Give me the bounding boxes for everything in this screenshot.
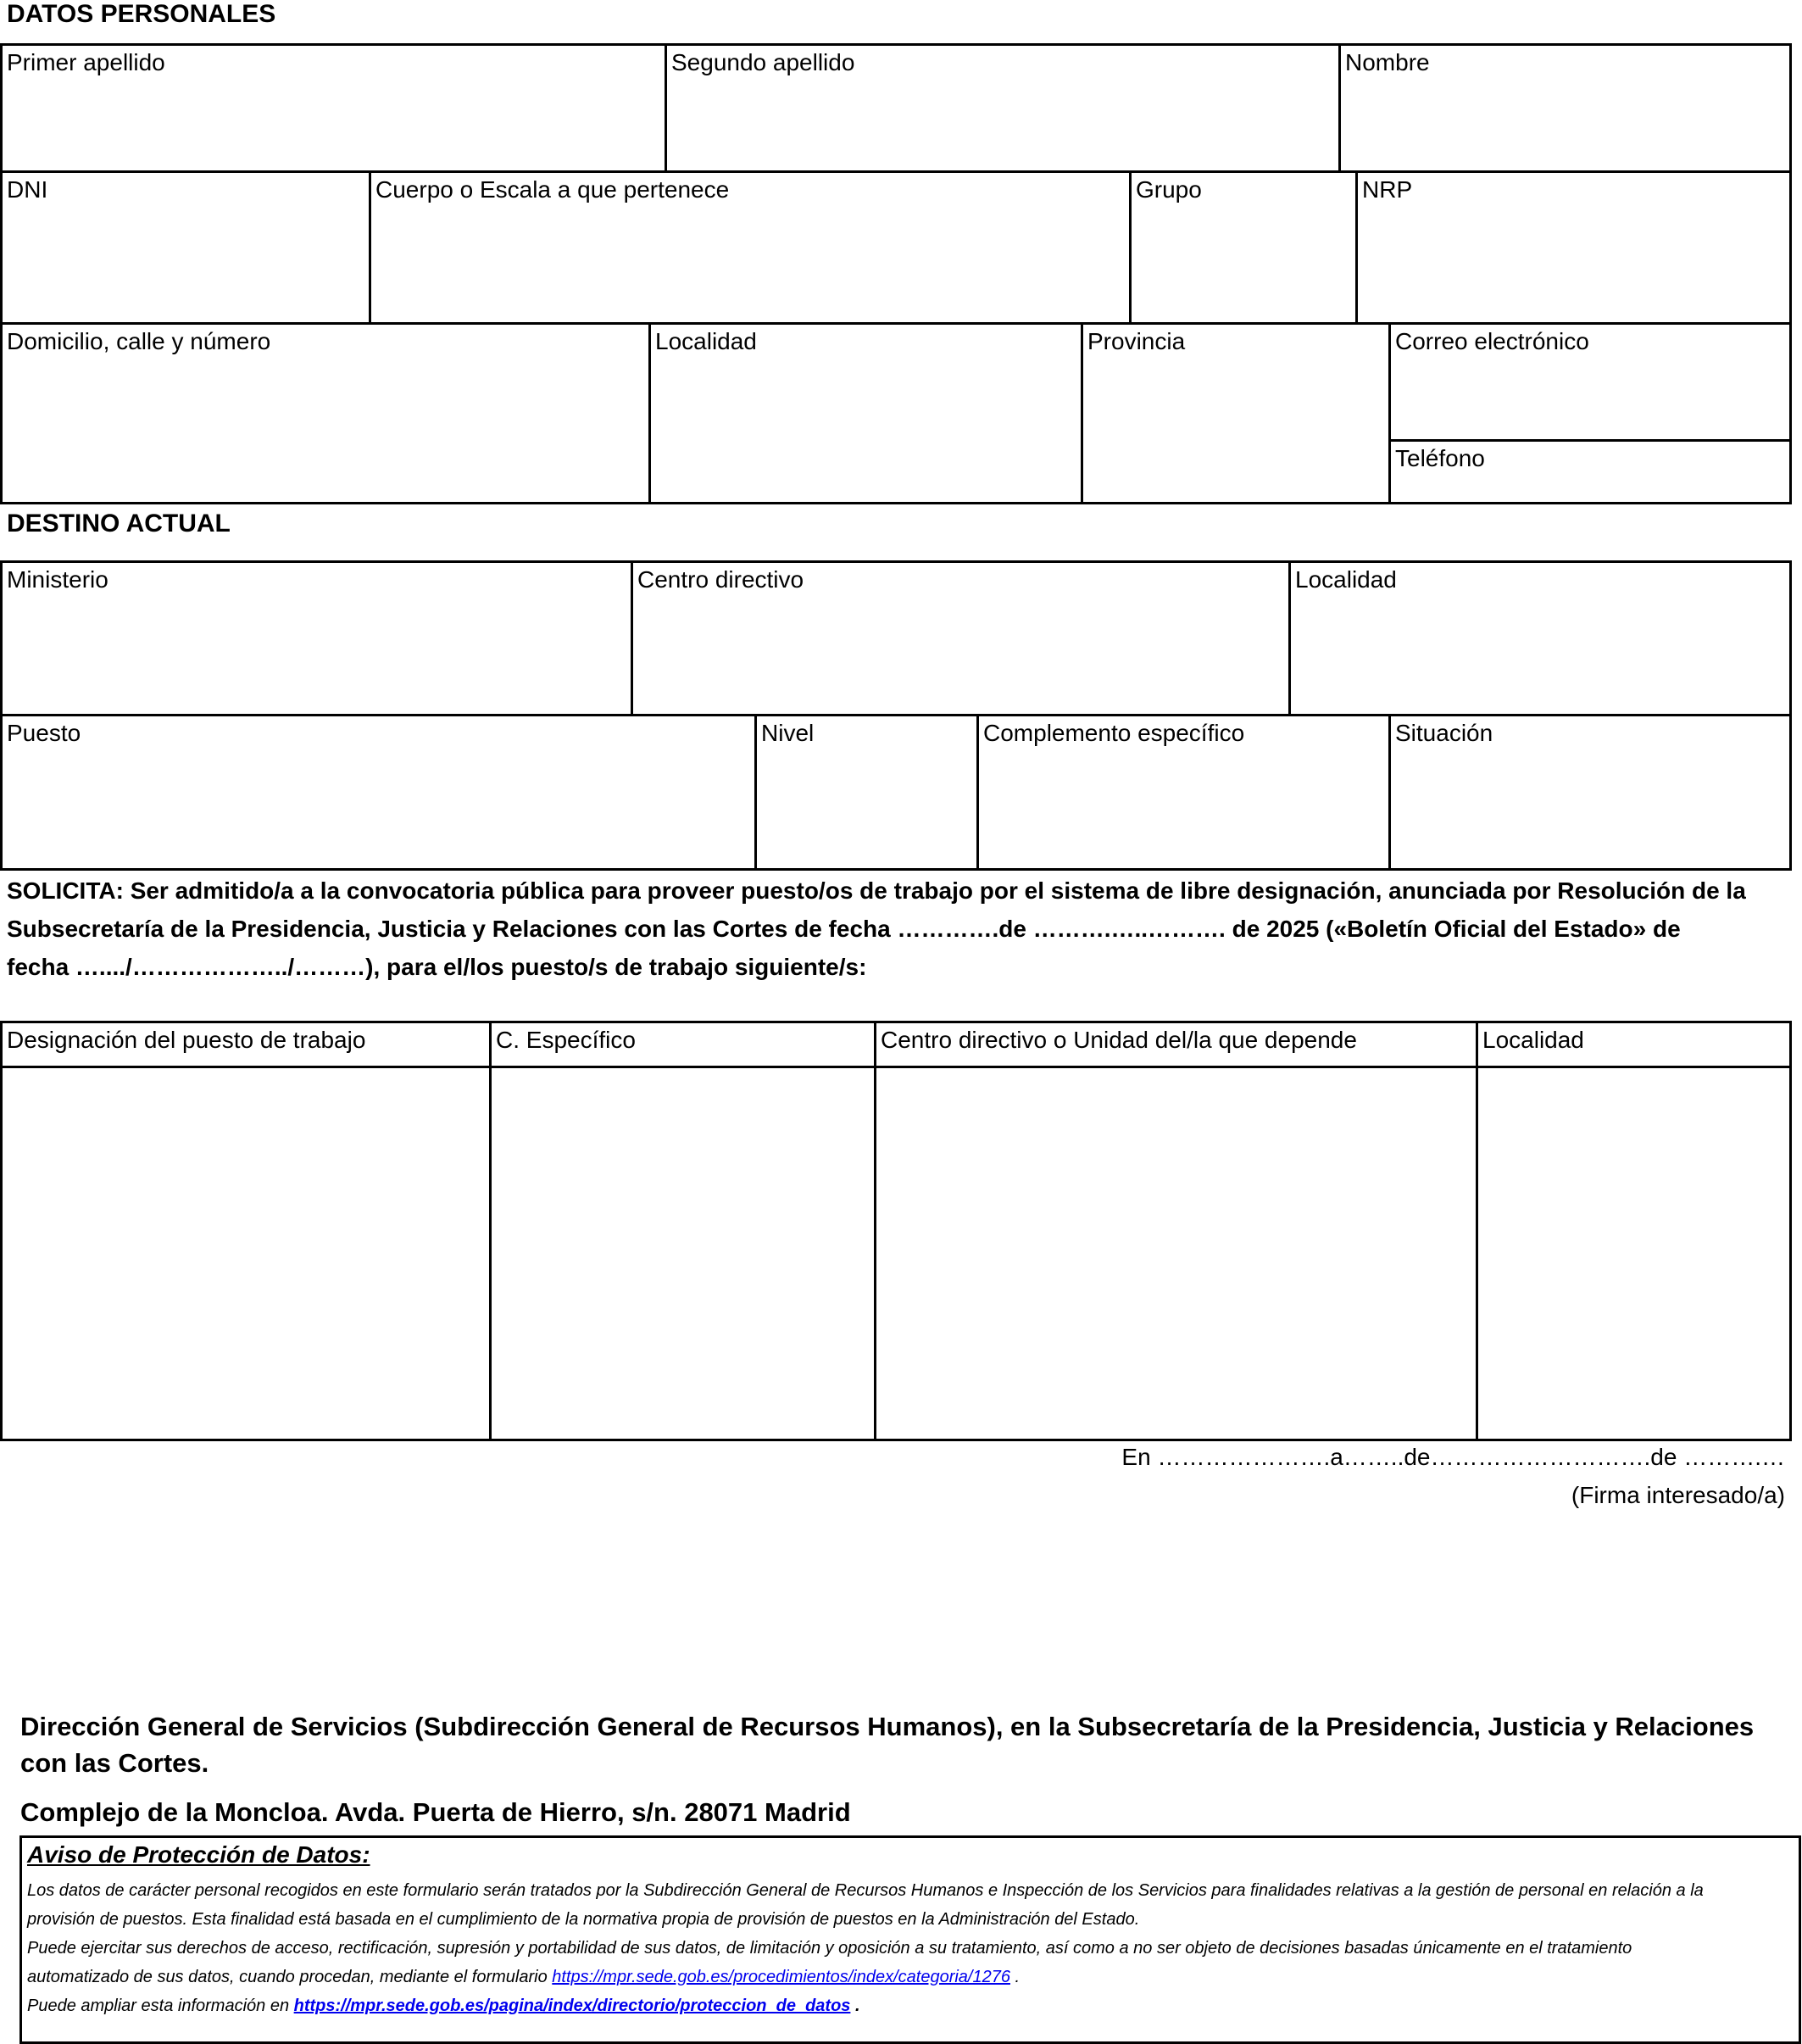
field-grupo[interactable]: [1129, 170, 1358, 325]
field-label: Correo electrónico: [1395, 328, 1589, 354]
field-label: Nombre: [1345, 49, 1430, 75]
aviso-text: Puede ampliar esta información en: [27, 1997, 294, 2015]
field-domicilio[interactable]: [0, 322, 651, 504]
field-primer-apellido[interactable]: [0, 43, 667, 173]
field-ministerio[interactable]: [0, 560, 633, 716]
field-label: Primer apellido: [7, 49, 165, 75]
field-label: Cuerpo o Escala a que pertenece: [375, 176, 730, 203]
proteccion-datos-link[interactable]: https://mpr.sede.gob.es/pagina/index/directorio/proteccion_de_datos: [293, 1997, 851, 2015]
table-cell-c-especifico[interactable]: [489, 1066, 876, 1441]
aviso-text-with-link: [27, 1968, 1020, 1987]
field-label: Puesto: [7, 720, 81, 746]
aviso-text-with-link: [27, 1997, 860, 2016]
field-segundo-apellido[interactable]: [665, 43, 1341, 173]
field-label: Localidad: [1295, 566, 1397, 593]
table-header-localidad: [1476, 1021, 1792, 1068]
field-localidad-destino[interactable]: [1288, 560, 1792, 716]
field-label: Centro directivo: [637, 566, 804, 593]
table-header-centro-directivo: [874, 1021, 1478, 1068]
aviso-text: automatizado de sus datos, cuando procedan, mediante el formulario: [27, 1968, 553, 1986]
aviso-text: .: [1009, 1968, 1021, 1986]
field-label: Teléfono: [1395, 445, 1485, 471]
aviso-text: .: [850, 1997, 860, 2015]
table-header-c-especifico: [489, 1021, 876, 1068]
column-header: Designación del puesto de trabajo: [7, 1027, 366, 1053]
field-label: DNI: [7, 176, 48, 203]
formulario-link[interactable]: https://mpr.sede.gob.es/procedimientos/index/categoria/1276: [552, 1968, 1010, 1986]
solicita-paragraph: [7, 872, 1787, 986]
firma-label: (Firma interesado/a): [1571, 1482, 1785, 1508]
field-centro-directivo[interactable]: [631, 560, 1291, 716]
table-cell-localidad[interactable]: [1476, 1066, 1792, 1441]
field-nrp[interactable]: [1355, 170, 1792, 325]
field-label: Localidad: [655, 328, 757, 354]
field-situacion[interactable]: [1388, 714, 1792, 871]
section-heading-destino-actual: DESTINO ACTUAL: [7, 510, 231, 537]
aviso-text: Puede ejercitar sus derechos de acceso, rectificación, supresión y portabilidad de sus datos, de limitación y oposición a su tratamiento, así como a no ser objeto de decisiones basadas únicamente en el tratamiento: [27, 1939, 1632, 1958]
solicita-line: Subsecretaría de la Presidencia, Justicia y Relaciones con las Cortes de fecha ………….de ……….…..………. de 2025 («Boletín Oficial del Estado» de: [7, 916, 1681, 942]
field-label: Grupo: [1136, 176, 1202, 203]
solicita-line: fecha …..../………………../………), para el/los puesto/s de trabajo siguiente/s:: [7, 954, 867, 980]
field-correo-electronico[interactable]: [1388, 322, 1792, 442]
aviso-proteccion-datos: [19, 1835, 1801, 2044]
field-label: Ministerio: [7, 566, 108, 593]
solicita-line: SOLICITA: Ser admitido/a a la convocatoria pública para proveer puesto/os de trabajo por el sistema de libre designación, anunciada por Resolución de la: [7, 877, 1746, 904]
field-label: Provincia: [1087, 328, 1186, 354]
column-header: Centro directivo o Unidad del/la que depende: [881, 1027, 1357, 1053]
aviso-title: Aviso de Protección de Datos:: [27, 1841, 370, 1868]
aviso-text: provisión de puestos. Esta finalidad está basada en el cumplimiento de la normativa propia de provisión de puestos en la Administración del Estado.: [27, 1910, 1140, 1929]
field-puesto[interactable]: [0, 714, 757, 871]
field-label: Nivel: [761, 720, 815, 746]
column-header: C. Específico: [496, 1027, 636, 1053]
field-label: Situación: [1395, 720, 1493, 746]
aviso-text: Los datos de carácter personal recogidos en este formulario serán tratados por la Subdirección General de Recursos Humanos e Inspección de los Servicios para finalidades relativas a la gestión de personal en relación a la: [27, 1881, 1704, 1900]
table-header-designacion: [0, 1021, 492, 1068]
field-localidad[interactable]: [648, 322, 1083, 504]
section-heading-datos-personales: DATOS PERSONALES: [7, 0, 276, 28]
field-label: Segundo apellido: [671, 49, 855, 75]
field-telefono[interactable]: [1388, 439, 1792, 504]
field-nombre[interactable]: [1338, 43, 1792, 173]
field-label: Domicilio, calle y número: [7, 328, 271, 354]
table-cell-centro-directivo[interactable]: [874, 1066, 1478, 1441]
field-provincia[interactable]: [1081, 322, 1391, 504]
firma-fecha-line: En ………………….a……..de……………………….de ……….…: [1121, 1444, 1785, 1470]
field-nivel[interactable]: [754, 714, 979, 871]
field-dni[interactable]: [0, 170, 371, 325]
field-label: NRP: [1362, 176, 1413, 203]
field-complemento-especifico[interactable]: [976, 714, 1391, 871]
table-cell-designacion[interactable]: [0, 1066, 492, 1441]
field-label: Complemento específico: [983, 720, 1245, 746]
direccion-line: con las Cortes.: [20, 1748, 209, 1778]
address-line: Complejo de la Moncloa. Avda. Puerta de Hierro, s/n. 28071 Madrid: [20, 1797, 851, 1827]
direccion-line: Dirección General de Servicios (Subdirección General de Recursos Humanos), en la Subsecretaría de la Presidencia, Justicia y Relaciones: [20, 1712, 1755, 1741]
direccion-general-block: [20, 1708, 1796, 1781]
column-header: Localidad: [1482, 1027, 1584, 1053]
field-cuerpo-escala[interactable]: [369, 170, 1132, 325]
